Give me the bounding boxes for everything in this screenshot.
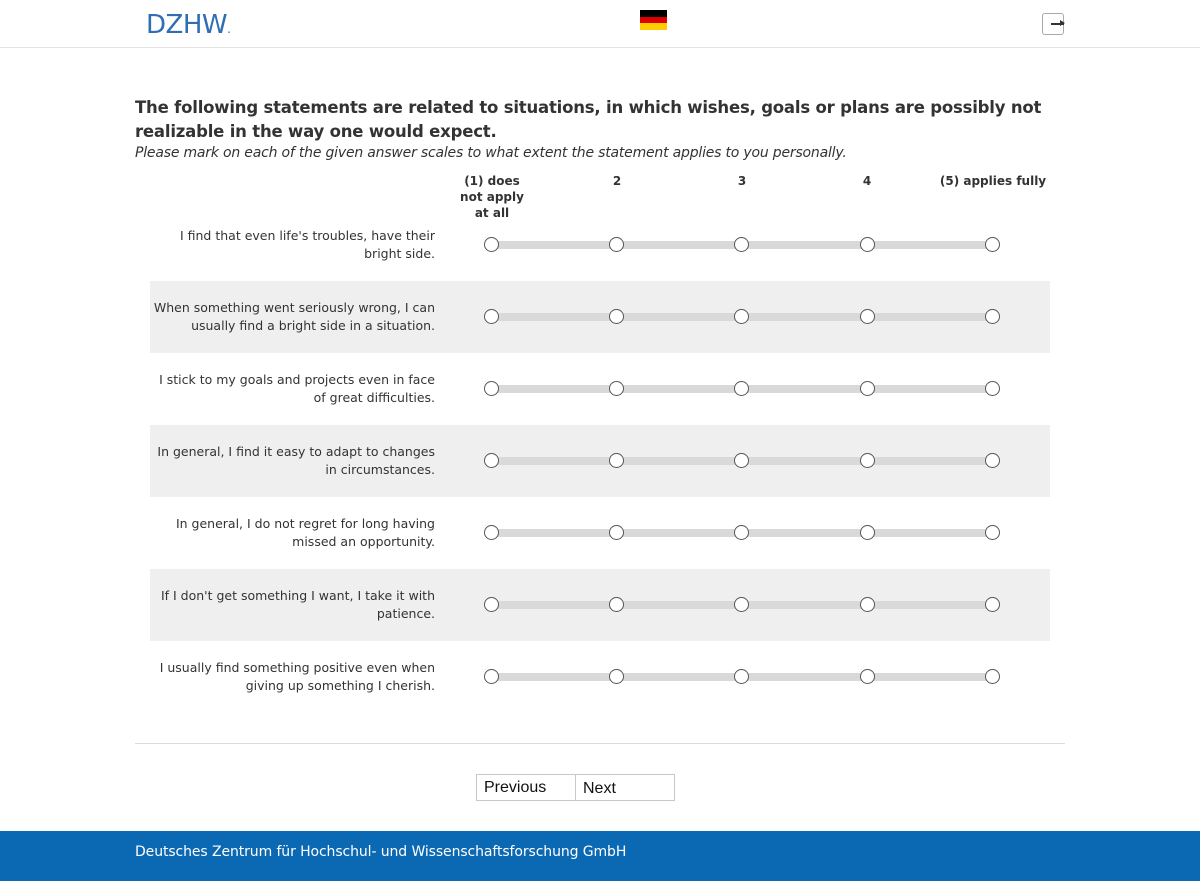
scale-radio-3[interactable] [734,381,749,396]
scale-radio-1[interactable] [484,669,499,684]
scale-radio-5[interactable] [985,381,1000,396]
item-row [150,497,1050,569]
scale-radio-5[interactable] [985,237,1000,252]
scale-radio-2[interactable] [609,669,624,684]
item-label-text: I find that even life's troubles, have their bright side. [179,228,435,261]
scale-radio-1[interactable] [484,381,499,396]
item-row [150,209,1050,281]
scale-radio-5[interactable] [985,309,1000,324]
question-title: The following statements are related to situations, in which wishes, goals or plans are possibly not realizable in the way one would expect. [135,98,1042,141]
scale-label-3: 3 [737,174,747,188]
scale-radio-4[interactable] [860,237,875,252]
item-row [150,353,1050,425]
scale-label-4: 4 [862,174,872,188]
scale-radio-3[interactable] [734,453,749,468]
scale-radio-4[interactable] [860,597,875,612]
scale-label-5: (5) applies fully [939,174,1047,188]
logout-icon[interactable] [1042,13,1064,35]
item-label [150,425,435,497]
item-label-text: In general, I find it easy to adapt to changes in circumstances. [157,444,435,477]
scale-radio-2[interactable] [609,453,624,468]
scale-radio-3[interactable] [734,309,749,324]
scale-radio-1[interactable] [484,237,499,252]
previous-button[interactable]: Previous [477,775,576,800]
next-button[interactable]: Next [576,775,674,800]
scale-radio-3[interactable] [734,525,749,540]
scale-radio-5[interactable] [985,669,1000,684]
scale-label-1: (1) does not apply at all [460,174,524,220]
scale-radio-4[interactable] [860,525,875,540]
item-label [150,281,435,353]
scale-radio-1[interactable] [484,525,499,540]
footer-text: Deutsches Zentrum für Hochschul- und Wissenschaftsforschung GmbH [135,844,627,860]
item-label [150,353,435,425]
scale-radio-5[interactable] [985,597,1000,612]
scale-radio-4[interactable] [860,453,875,468]
scale-label-2: 2 [612,174,622,188]
scale-radio-2[interactable] [609,309,624,324]
question-instruction: Please mark on each of the given answer scales to what extent the statement applies to you personally. [135,145,847,161]
item-label-text: If I don't get something I want, I take it with patience. [160,588,435,621]
scale-radio-3[interactable] [734,669,749,684]
scale-radio-1[interactable] [484,453,499,468]
item-label [150,497,435,569]
flag-stripe-red [640,17,667,24]
scale-radio-2[interactable] [609,525,624,540]
item-label-text: When something went seriously wrong, I can usually find a bright side in a situation. [153,300,435,333]
item-row [150,641,1050,713]
scale-radio-4[interactable] [860,309,875,324]
scale-radio-2[interactable] [609,597,624,612]
arrow-right-icon [1051,23,1064,25]
scale-radio-1[interactable] [484,597,499,612]
top-bar [0,0,1200,48]
item-label [150,569,435,641]
scale-radio-2[interactable] [609,381,624,396]
item-row [150,281,1050,353]
flag-stripe-black [640,10,667,17]
divider [135,743,1065,744]
item-label-text: In general, I do not regret for long having missed an opportunity. [175,516,435,549]
item-label-text: I stick to my goals and projects even in face of great difficulties. [159,372,435,405]
scale-radio-5[interactable] [985,453,1000,468]
flag-stripe-gold [640,23,667,30]
scale-radio-4[interactable] [860,669,875,684]
dzhw-logo: DZHW. [146,10,231,40]
scale-radio-4[interactable] [860,381,875,396]
footer [0,831,1200,881]
scale-radio-3[interactable] [734,597,749,612]
item-label [150,209,435,281]
item-row [150,569,1050,641]
scale-radio-1[interactable] [484,309,499,324]
scale-radio-2[interactable] [609,237,624,252]
item-label [150,641,435,713]
german-flag-icon[interactable] [640,10,667,30]
scale-radio-5[interactable] [985,525,1000,540]
scale-radio-3[interactable] [734,237,749,252]
item-row [150,425,1050,497]
navigation-buttons [476,774,675,801]
item-label-text: I usually find something positive even when giving up something I cherish. [159,660,435,693]
